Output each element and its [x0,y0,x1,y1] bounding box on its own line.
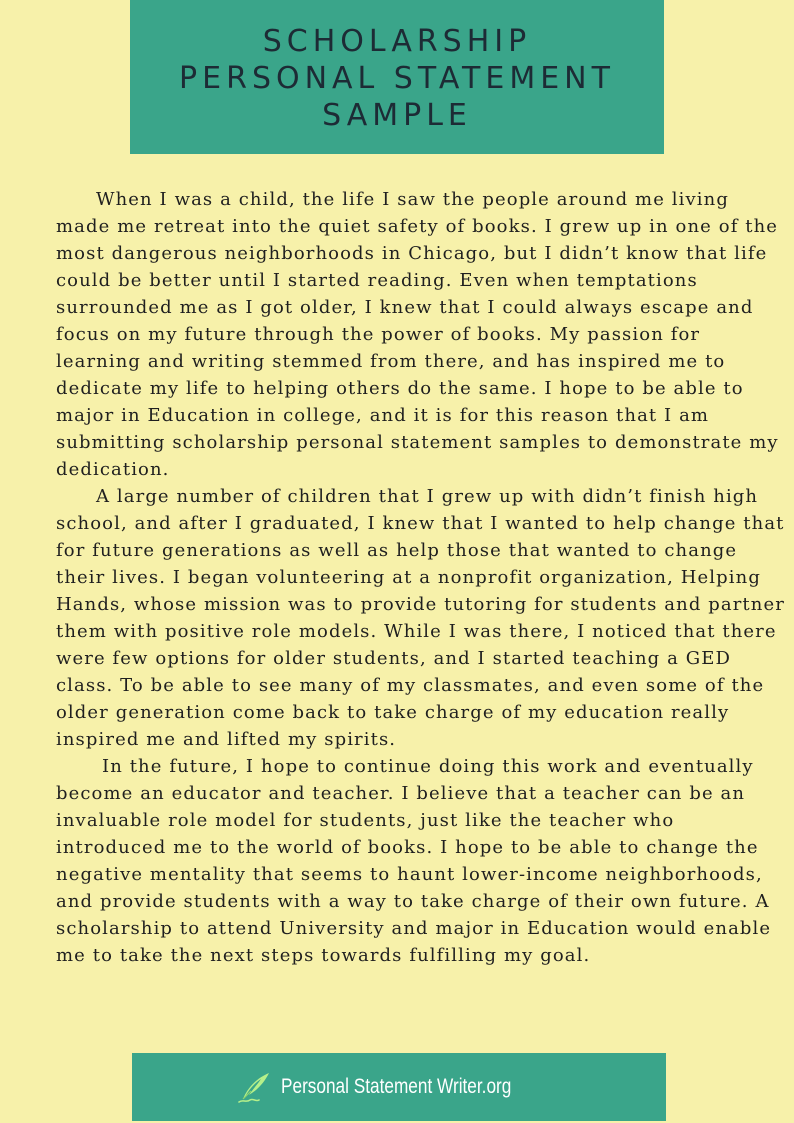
text-line: In the future, I hope to continue doing this work and eventually [102,756,754,777]
text-line: dedicate my life to helping others do the same. I hope to be able to [56,378,744,399]
text-line: become an educator and teacher. I believe that a teacher can be an [56,783,746,804]
text-line: When I was a child, the life I saw the people around me living [96,189,729,210]
text-line: could be better until I started reading. Even when temptations [56,270,698,291]
paragraph-3 [56,753,772,969]
text-line: major in Education in college, and it is for this reason that I am [56,405,710,426]
text-line: school, and after I graduated, I knew that I wanted to help change that [56,513,785,534]
footer-logo[interactable] [237,1069,562,1105]
text-line: negative mentality that seems to haunt lower-income neighborhoods, [56,864,763,885]
text-line: them with positive role models. While I was there, I noticed that there [56,621,777,642]
title-line-1: SCHOLARSHIP [262,23,532,59]
text-line: Hands, whose mission was to provide tutoring for students and partner [56,594,785,615]
text-line: focus on my future through the power of books. My passion for [56,324,701,345]
statement-body [56,186,785,969]
text-line: surrounded me as I got older, I knew that I could always escape and [56,297,754,318]
title-banner [130,0,664,154]
paragraph-1 [56,186,779,483]
text-line: me to take the next steps towards fulfilling my goal. [56,945,591,966]
text-line: scholarship to attend University and major in Education would enable [56,918,772,939]
text-line: submitting scholarship personal statement samples to demonstrate my [56,432,779,453]
text-line: their lives. I began volunteering at a nonprofit organization, Helping [56,567,761,588]
text-line: invaluable role model for students, just like the teacher who [56,810,675,831]
text-line: dedication. [56,459,170,480]
paragraph-2 [56,483,785,753]
quill-icon [237,1069,273,1105]
footer-banner [132,1053,666,1121]
title-line-3: SAMPLE [322,97,472,133]
text-line: made me retreat into the quiet safety of books. I grew up in one of the [56,216,779,237]
title-line-2: PERSONAL STATEMENT [179,60,615,96]
text-line: most dangerous neighborhoods in Chicago, but I didn’t know that life [56,243,768,264]
text-line: and provide students with a way to take charge of their own future. A [56,891,770,912]
text-line: A large number of children that I grew up with didn’t finish high [96,486,759,507]
text-line: introduced me to the world of books. I hope to be able to change the [56,837,759,858]
text-line: for future generations as well as help those that wanted to change [56,540,738,561]
text-line: older generation come back to take charge of my education really [56,702,730,723]
brand-text: Personal Statement Writer.org [280,1075,511,1098]
text-line: class. To be able to see many of my classmates, and even some of the [56,675,765,696]
text-line: inspired me and lifted my spirits. [56,729,397,750]
text-line: were few options for older students, and I started teaching a GED [56,648,732,669]
text-line: learning and writing stemmed from there, and has inspired me to [56,351,726,372]
